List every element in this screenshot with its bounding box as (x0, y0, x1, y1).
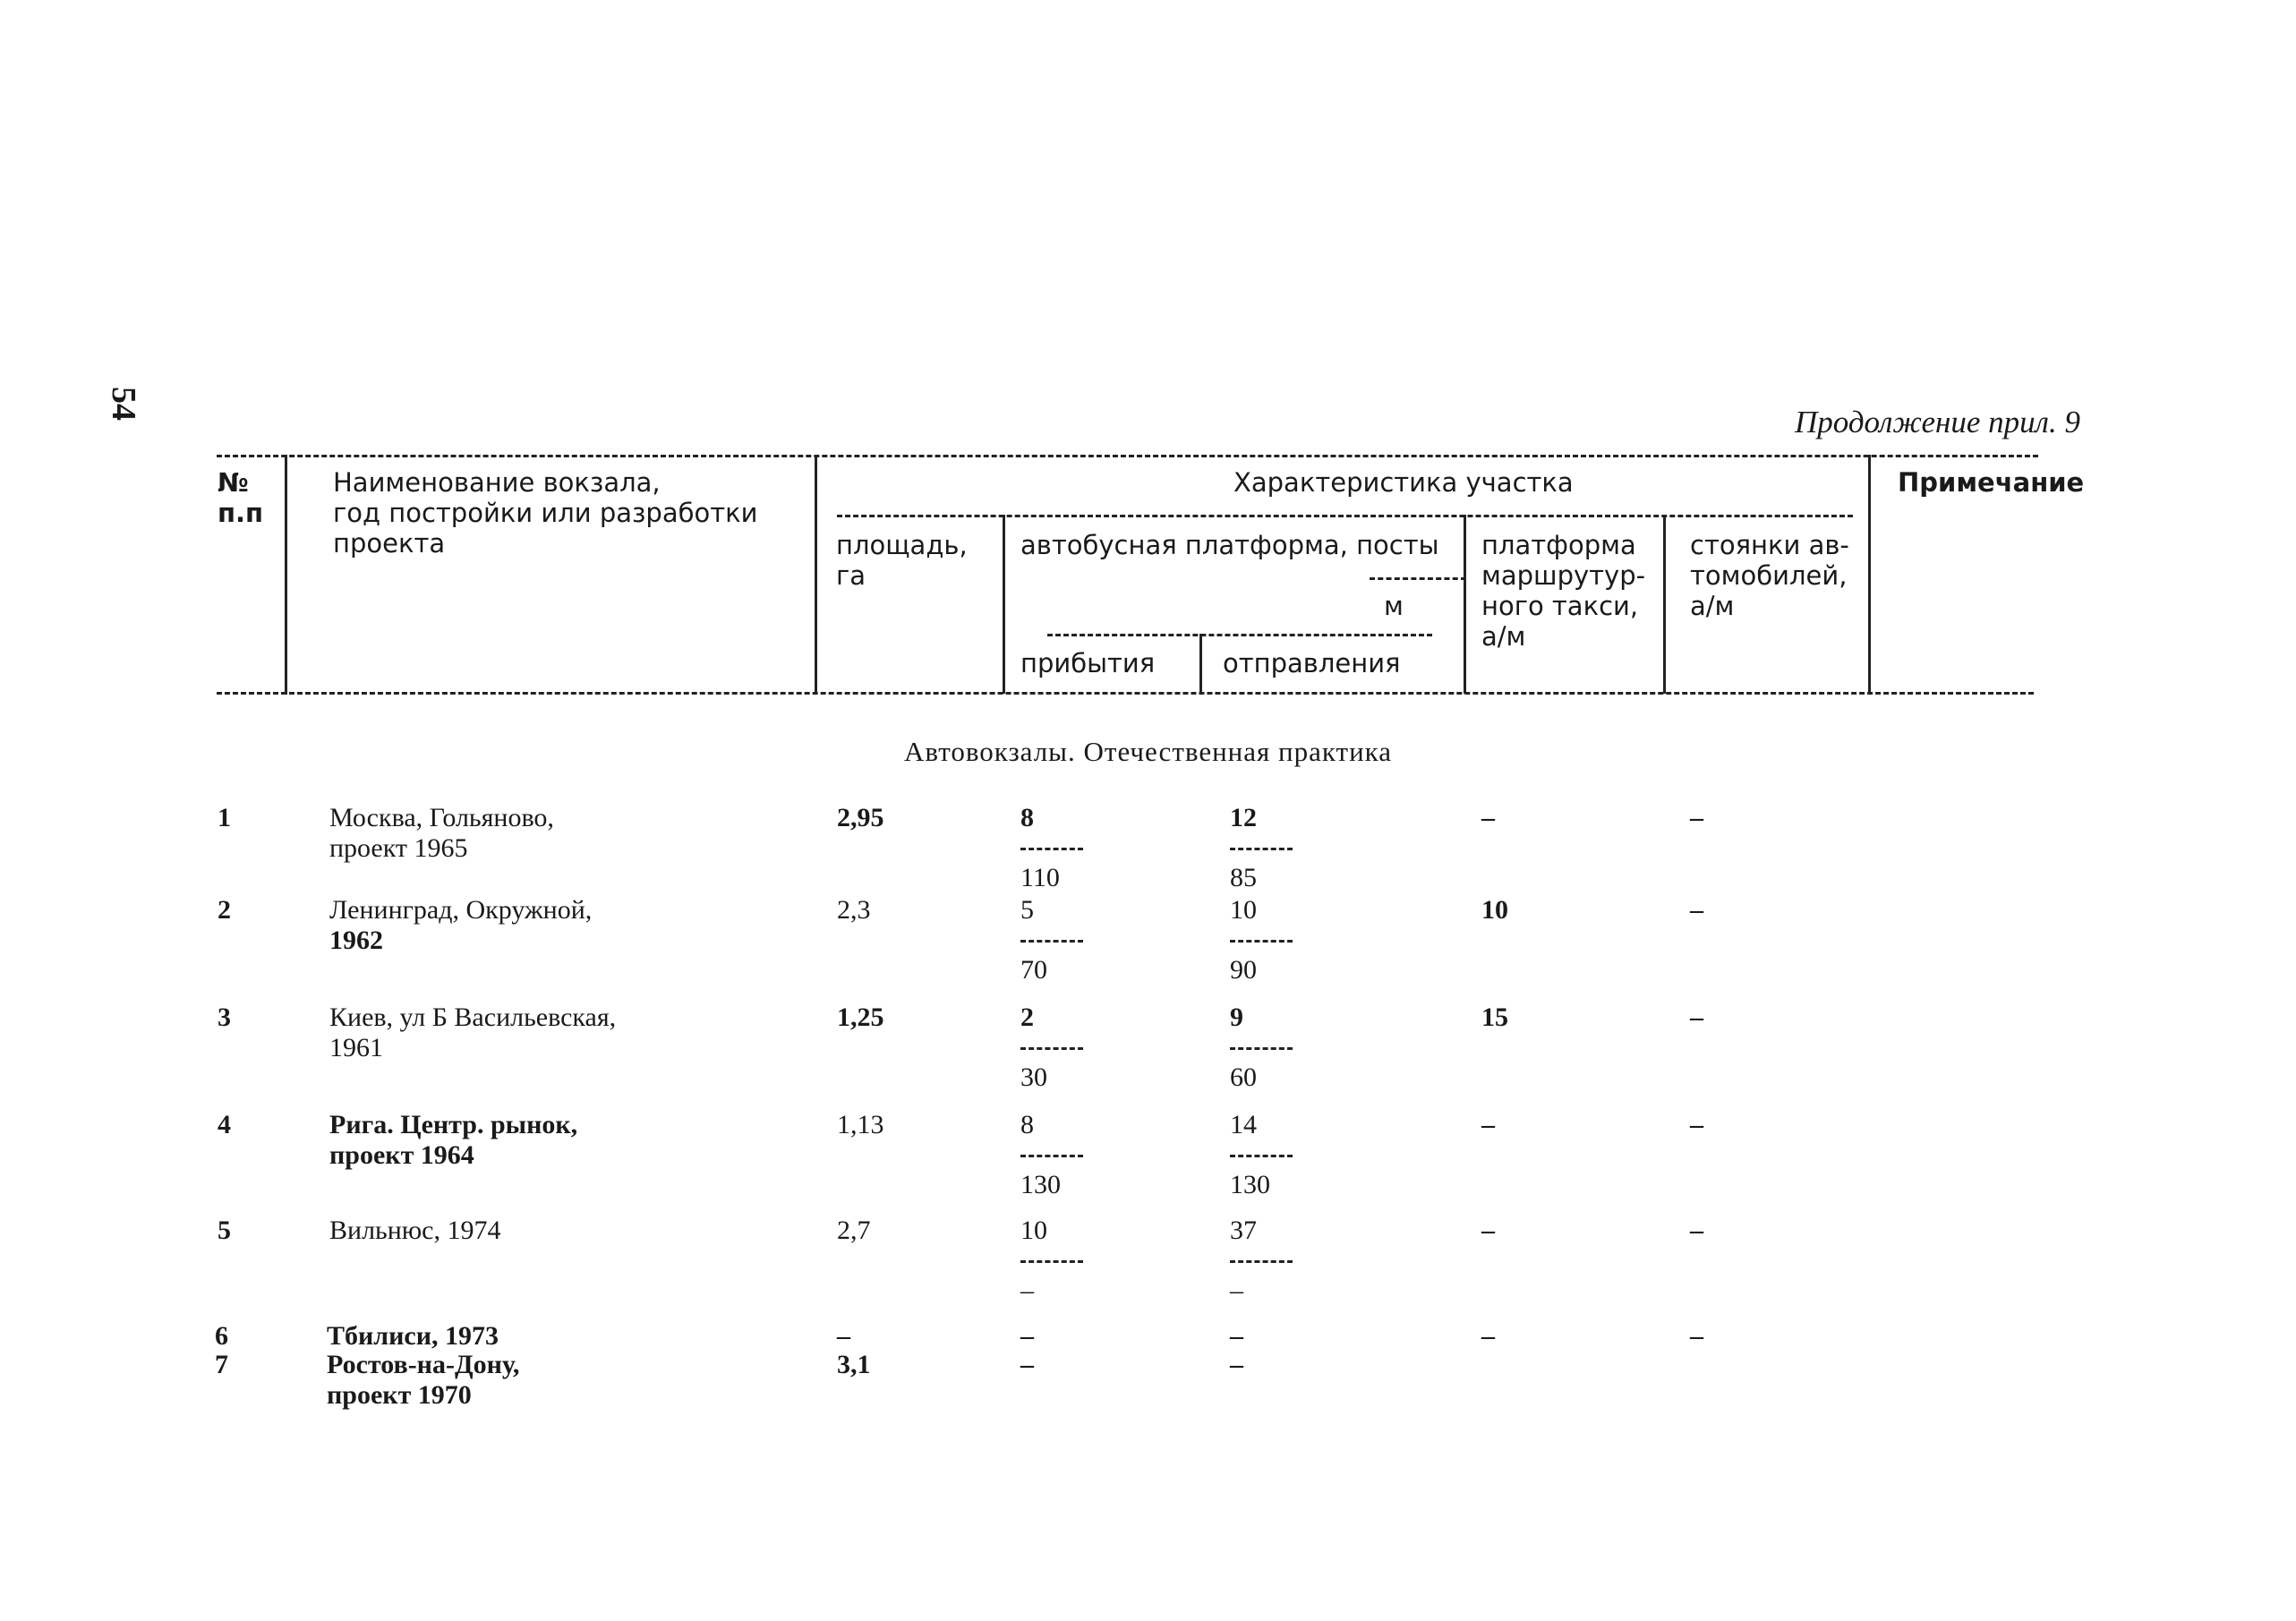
row-departure: 14 130 (1230, 1110, 1293, 1200)
row-area: 3,1 (837, 1350, 871, 1379)
header-divider (1003, 515, 1005, 694)
row-number: 6 (215, 1321, 228, 1351)
row-arrival: 8 130 (1020, 1110, 1083, 1200)
row-number: 2 (218, 895, 231, 925)
row-parking: – (1690, 803, 1703, 832)
row-departure: 37 – (1230, 1216, 1293, 1306)
row-arrival: – (1020, 1321, 1034, 1351)
row-taxi: – (1481, 1110, 1495, 1139)
row-name: Рига. Центр. рынок, проект 1964 (329, 1110, 578, 1170)
header-divider (1464, 515, 1466, 694)
header-note: Примечание (1898, 467, 2085, 498)
row-taxi: – (1481, 1321, 1495, 1351)
row-taxi: 10 (1481, 895, 1508, 925)
row-arrival: – (1020, 1350, 1034, 1379)
row-parking: – (1690, 895, 1703, 925)
row-area: – (837, 1321, 850, 1351)
row-name: Вильнюс, 1974 (329, 1216, 501, 1245)
header-divider (815, 455, 817, 695)
row-number: 4 (218, 1110, 231, 1139)
header-num: № п.п (218, 467, 264, 528)
header-unit-bar (1370, 577, 1466, 580)
row-arrival: 10 – (1020, 1216, 1083, 1306)
row-number: 1 (218, 803, 231, 832)
row-name: Тбилиси, 1973 (327, 1321, 499, 1351)
header-sub-rule (837, 515, 1853, 517)
continuation-label: Продолжение прил. 9 (1795, 405, 2080, 439)
row-arrival: 8 110 (1020, 803, 1083, 893)
row-name: Киев, ул Б Васильевская, 1961 (329, 1002, 617, 1062)
row-taxi: 15 (1481, 1002, 1508, 1032)
row-number: 7 (215, 1350, 228, 1379)
header-divider (285, 455, 287, 695)
header-taxi: платформа маршрутур- ного такси, а/м (1481, 530, 1646, 652)
row-departure: – (1230, 1321, 1243, 1351)
row-name: Ростов-на-Дону, проект 1970 (327, 1350, 520, 1410)
page-number: 54 (105, 387, 142, 421)
header-divider (1868, 455, 1871, 695)
header-top-rule (217, 455, 2038, 457)
header-bottom-rule (217, 692, 2034, 695)
header-bus-platform-unit: м (1384, 591, 1404, 621)
row-name: Москва, Гольяново, проект 1965 (329, 803, 554, 863)
header-sub-rule (1047, 634, 1432, 636)
row-departure: 9 60 (1230, 1002, 1293, 1093)
row-area: 2,95 (837, 803, 884, 832)
row-parking: – (1690, 1216, 1703, 1245)
row-parking: – (1690, 1321, 1703, 1351)
row-area: 1,13 (837, 1110, 884, 1139)
header-divider (1199, 634, 1202, 695)
row-area: 1,25 (837, 1002, 884, 1032)
section-title: Автовокзалы. Отечественная практика (903, 736, 1393, 767)
row-taxi: – (1481, 803, 1495, 832)
row-departure: 12 85 (1230, 803, 1293, 893)
row-area: 2,3 (837, 895, 871, 925)
row-number: 5 (218, 1216, 231, 1245)
header-name: Наименование вокзала, год постройки или разработки проекта (333, 467, 758, 559)
header-parking: стоянки ав- томобилей, а/м (1690, 530, 1849, 621)
header-divider (1663, 515, 1666, 694)
row-departure: – (1230, 1350, 1243, 1379)
header-site: Характеристика участка (1233, 467, 1574, 498)
row-area: 2,7 (837, 1216, 871, 1245)
row-number: 3 (218, 1002, 231, 1032)
row-parking: – (1690, 1110, 1703, 1139)
row-taxi: – (1481, 1216, 1495, 1245)
header-departure: отправления (1223, 648, 1401, 678)
header-bus-platform: автобусная платформа, посты (1020, 530, 1439, 560)
row-name: Ленинград, Окружной, 1962 (329, 895, 593, 955)
row-arrival: 2 30 (1020, 1002, 1083, 1093)
row-arrival: 5 70 (1020, 895, 1083, 985)
row-departure: 10 90 (1230, 895, 1293, 985)
header-arrival: прибытия (1020, 648, 1156, 678)
header-area: площадь, га (836, 530, 968, 591)
row-parking: – (1690, 1002, 1703, 1032)
